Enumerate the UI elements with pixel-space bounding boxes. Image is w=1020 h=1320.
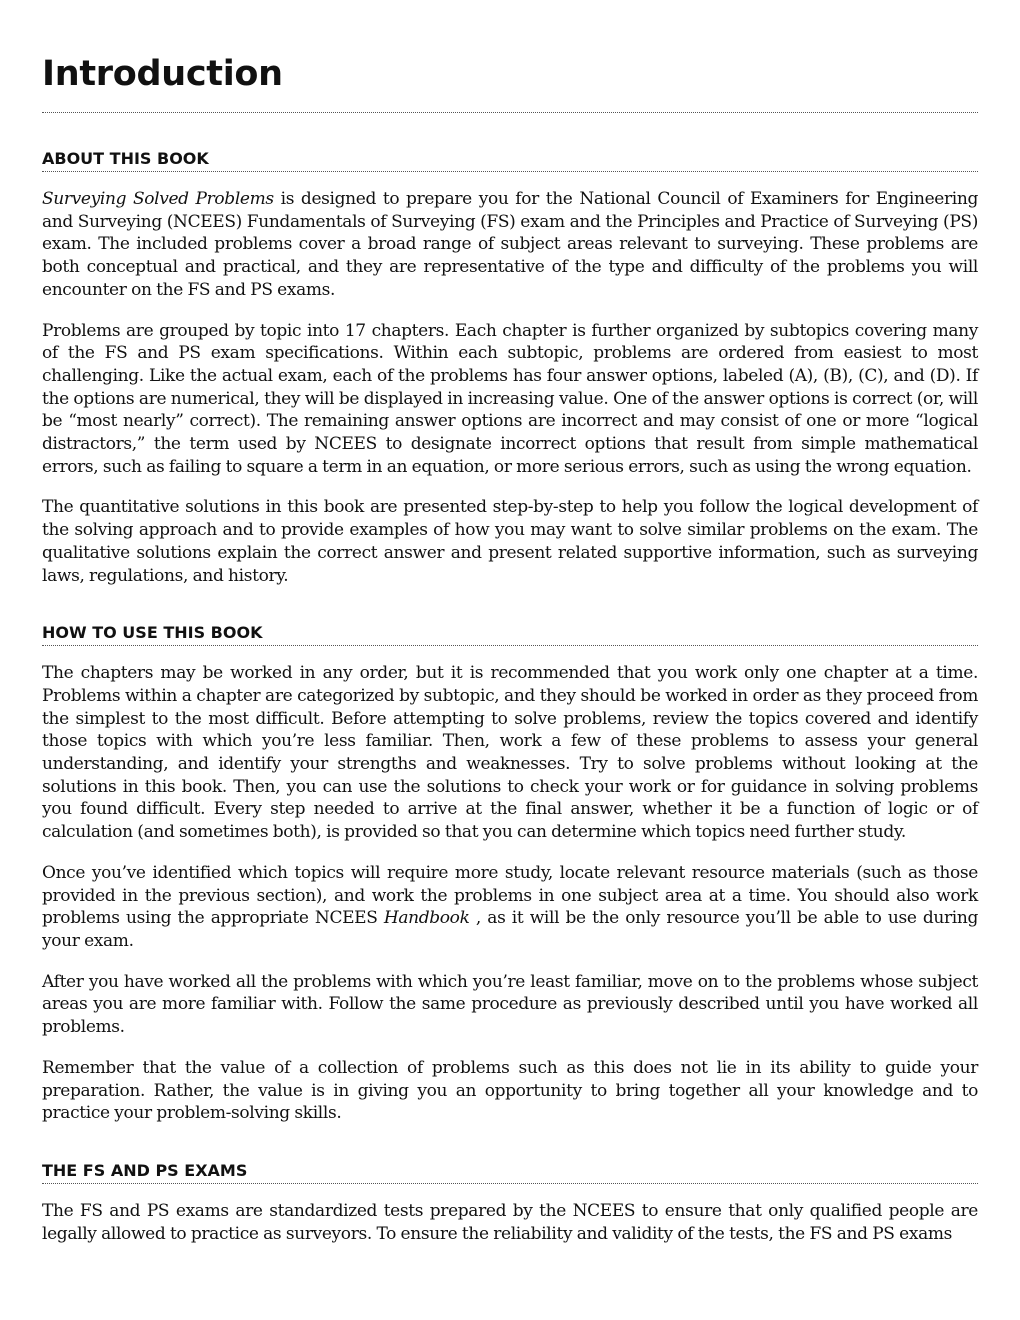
document-page — [42, 52, 978, 1245]
paragraph: The quantitative solutions in this book are presented step-by-step to help you follow the logical development of the solving approach and to provide examples of how you may want to solve similar problems on the exam. The qualitative solutions explain the correct answer and present related supportive information, such as surveying laws, regulations, and history. — [42, 497, 978, 586]
paragraph — [42, 862, 978, 953]
paragraph-text: , as it will be the only resource you’ll be able to use during your exam. — [42, 908, 978, 951]
paragraph: Problems are grouped by topic into 17 chapters. Each chapter is further organized by subtopics covering many of the FS and PS exam specifications. Within each subtopic, problems are ordered from easiest to most challenging. Like the actual exam, each of the problems has four answer options, labeled (A), (B), (C), and (D). If the options are numerical, they will be displayed in increasing value. One of the answer options is correct (or, will be “most nearly” correct). The remaining answer options are incorrect and may consist of one or more “logical distractors,” the term used by NCEES to designate incorrect options that result from simple mathematical errors, such as failing to square a term in an equation, or more serious errors, such as using the wrong equation. — [42, 320, 978, 477]
book-title-italic: Surveying Solved Problems — [42, 189, 274, 209]
paragraph: The FS and PS exams are standardized tests prepared by the NCEES to ensure that only qualified people are legally allowed to practice as surveyors. To ensure the reliability and validity of the tests, the FS and PS exams — [42, 1200, 978, 1244]
paragraph: Remember that the value of a collection of problems such as this does not lie in its ability to guide your preparation. Rather, the value is in giving you an opportunity to bring together all your knowledge and to practice your problem-solving skills. — [42, 1057, 978, 1124]
paragraph-text: is designed to prepare you for the National Council of Examiners for Engineering and Surveying (NCEES) Fundamentals of Surveying (FS) exam and the Principles and Practice of Surveying (PS) exam. The included problems cover a broad range of subject areas relevant to surveying. These problems are both conceptual and practical, and they are representative of the type and difficulty of the problems you will encounter on the FS and PS exams. — [42, 189, 978, 300]
paragraph: After you have worked all the problems with which you’re least familiar, move on to the problems whose subject areas you are more familiar with. Follow the same procedure as previously described until you have worked all problems. — [42, 971, 978, 1038]
section-the-fs-and-ps-exams — [42, 1161, 978, 1245]
paragraph: The chapters may be worked in any order, but it is recommended that you work only one chapter at a time. Problems within a chapter are categorized by subtopic, and they should be worked in order as they proceed from the simplest to the most difficult. Before attempting to solve problems, review the topics covered and identify those topics with which you’re less familiar. Then, work a few of these problems to assess your general understanding, and identify your strengths and weaknesses. Try to solve problems without looking at the solutions in this book. Then, you can use the solutions to check your work or for guidance in solving problems you found difficult. Every step needed to arrive at the final answer, whether it be a function of logic or of calculation (and sometimes both), is provided so that you can determine which topics need further study. — [42, 663, 978, 843]
section-about-this-book — [42, 149, 978, 587]
section-how-to-use-this-book — [42, 623, 978, 1125]
page-title: Introduction — [42, 52, 978, 113]
section-heading: ABOUT THIS BOOK — [42, 149, 978, 172]
section-heading: THE FS AND PS EXAMS — [42, 1161, 978, 1184]
paragraph — [42, 188, 978, 302]
paragraph-text: Once you’ve identified which topics will require more study, locate relevant resource materials (such as those provided in the previous section), and work the problems in one subject area at a time. You should also work problems using the appropriate NCEES — [42, 862, 978, 929]
section-heading: HOW TO USE THIS BOOK — [42, 623, 978, 646]
handbook-italic: Handbook — [383, 908, 470, 929]
